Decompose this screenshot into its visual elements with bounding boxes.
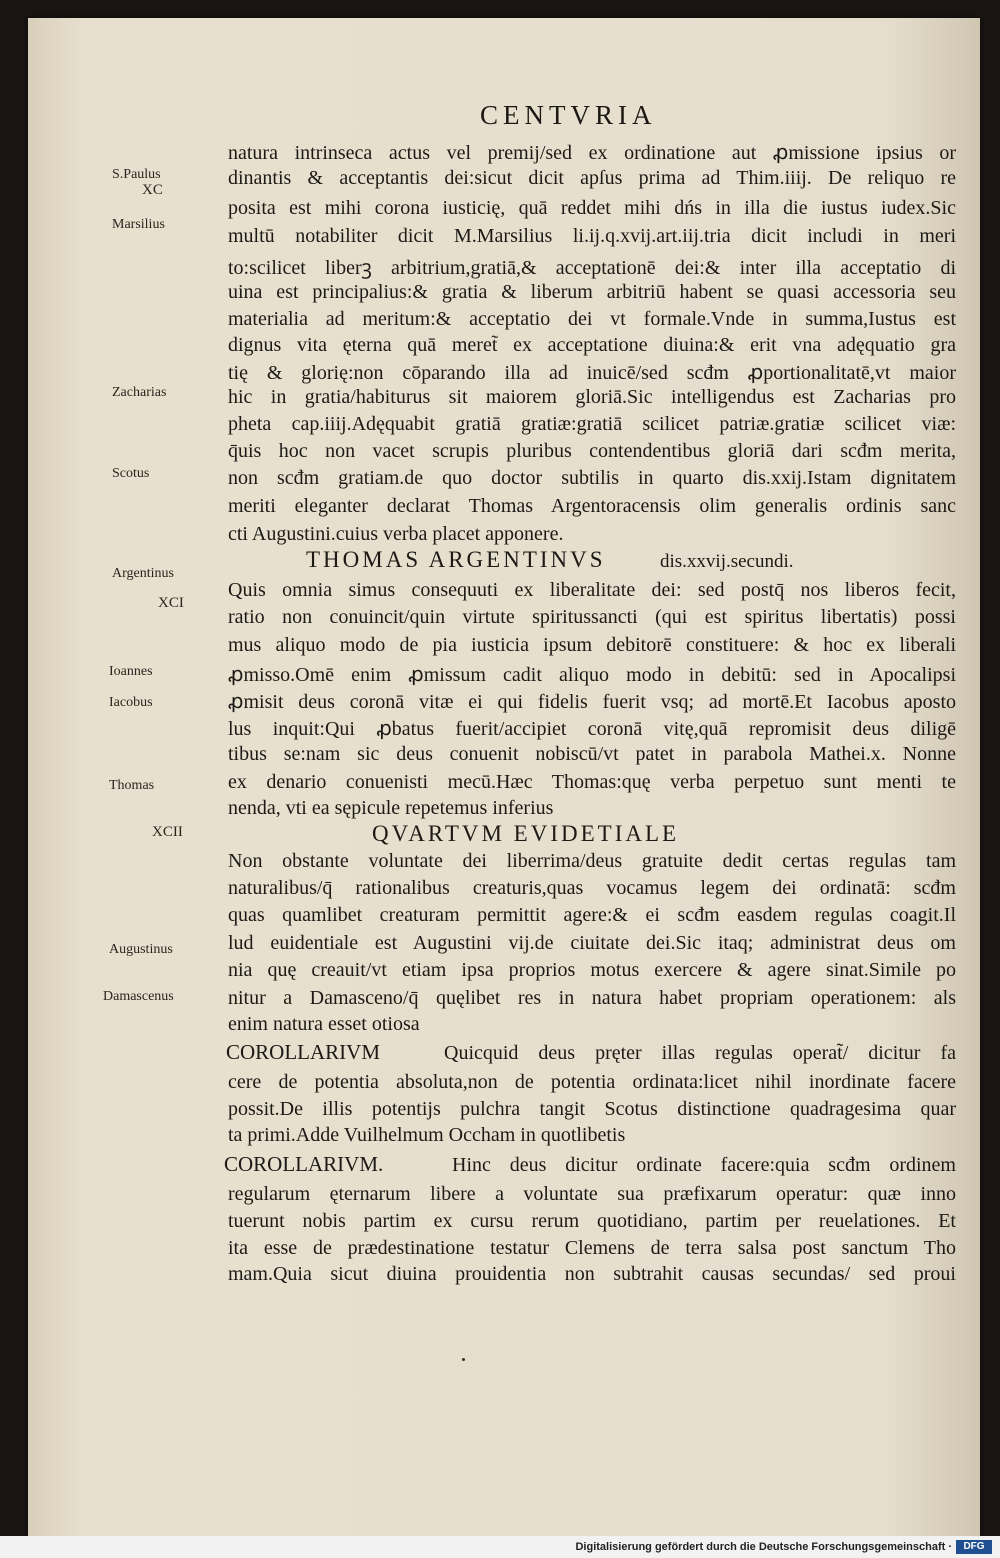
text-line: cti Augustini.cuius verba placet apponere. (228, 523, 564, 545)
text-line: ta primi.Adde Vuilhelmum Occham in quotlibetis (228, 1124, 626, 1146)
text-line: q̄uis hoc non vacet scrupis pluribus contendentibus gloriā dari scđm merita, (228, 440, 956, 462)
corollary-label: COROLLARIVM (226, 1040, 381, 1064)
text-line: nenda, vti ea sępicule repetemus inferius (228, 797, 554, 819)
text-line: Hinc deus dicitur ordinate facere:quia scđm ordinem (452, 1154, 956, 1176)
margin-note-zacharias: Zacharias (112, 385, 167, 400)
text-line: ratio non conuincit/quin virtute spiritussancti (qui est spiritus libertatis) possi (228, 606, 956, 628)
text-line: nitur a Damasceno/q̄ quęlibet res in natura habet propriam operationem: als (228, 987, 956, 1009)
margin-note-iacobus: Iacobus (109, 695, 153, 710)
text-line: uina est principalius:& gratia & liberum arbitriū habent se quasi accessoria seu (228, 281, 956, 303)
dfg-logo: DFG (956, 1540, 992, 1554)
margin-note-argentinus: Argentinus (112, 566, 174, 581)
text-line: dignus vita ęterna quā meret̃ ex acceptatione diuina:& erit vna adęquatio gra (228, 334, 956, 356)
text-line: posita est mihi corona iusticię, quā reddet mihi dńs in illa die iustus iudex.Sic (228, 197, 956, 219)
text-line: Quicquid deus pręter illas regulas operat̃/ dicitur fa (444, 1042, 956, 1064)
text-line: nia quę creauit/vt etiam ipsa proprios motus exercere & agere sinat.Simile po (228, 959, 956, 981)
text-line: materialia ad meritum:& acceptatio dei vt formale.Vnde in summa,Iustus est (228, 308, 956, 330)
text-line: Quis omnia simus consequuti ex liberalitate dei: sed postq̄ nos liberos fecit, (228, 579, 956, 601)
margin-note-numeral: XC (142, 182, 163, 198)
text-line: pheta cap.iiij.Adęquabit gratiā gratiæ:gratiā scilicet patriæ.gratiæ scilicet viæ: (228, 413, 956, 435)
heading-reference: dis.xxvij.secundi. (660, 551, 794, 572)
text-line: lus inquit:Qui ꝓbatus fuerit/accipiet coronā vitę,quā repromisit deus diligē (228, 718, 956, 740)
paper-speck (462, 1358, 465, 1361)
text-line: dinantis & acceptantis dei:sicut dicit apſus prima ad Thim.iiij. De reliquo re (228, 167, 956, 189)
text-line: regularum ęternarum libere a voluntate sua præfixarum operatur: quæ inno (228, 1183, 956, 1205)
footer-credit: Digitalisierung gefördert durch die Deutsche Forschungsgemeinschaft · (575, 1541, 952, 1553)
margin-note-ioannes: Ioannes (109, 664, 153, 679)
text-line: lud euidentiale est Augustini vij.de ciuitate dei.Sic itaq; administrat deus om (228, 932, 956, 954)
margin-note-scotus: Scotus (112, 466, 150, 481)
text-line: ꝓmisit deus coronā vitæ ei qui fidelis fuerit vsq; ad mortē.Et Iacobus aposto (228, 691, 956, 713)
text-line: non scđm gratiam.de quo doctor subtilis in quarto dis.xxij.Istam dignitatem (228, 467, 956, 489)
section-heading: QVARTVM EVIDETIALE (372, 821, 680, 846)
text-line: ex denario conuenisti mecū.Hæc Thomas:quę verba perpetuo sunt menti te (228, 771, 956, 793)
text-line: enim natura esset otiosa (228, 1013, 420, 1035)
text-line: tuerunt nobis partim ex cursu rerum quotidiano, partim per reuelationes. Et (228, 1210, 956, 1232)
running-title: CENTVRIA (480, 100, 657, 130)
text-line: naturalibus/q̄ rationalibus creaturis,quas vocamus legem dei ordinatā: scđm (228, 877, 956, 899)
text-line: Non obstante voluntate dei liberrima/deus gratuite dedit certas regulas tam (228, 850, 956, 872)
margin-note-numeral: XCI (158, 595, 184, 611)
text-line: ꝓmisso.Omē enim ꝓmissum cadit aliquo modo in debitū: sed in Apocalipsi (228, 664, 956, 686)
margin-note-marsilius: Marsilius (112, 217, 165, 232)
text-line: multū notabiliter dicit M.Marsilius li.ij.q.xvij.art.iij.tria dicit includi in meri (228, 225, 956, 247)
text-line: hic in gratia/habiturus sit maiorem gloriā.Sic intelligendus est Zacharias pro (228, 386, 956, 408)
text-line: ita esse de prædestinatione testatur Clemens de terra salsa post sanctum Tho (228, 1237, 956, 1259)
text-line: tię & glorię:non cōparando illa ad inuicē/sed scđm ꝓportionalitatē,vt maior (228, 362, 956, 384)
text-line: mam.Quia sicut diuina prouidentia non subtrahit causas secundas/ sed proui (228, 1263, 956, 1285)
margin-note-thomas: Thomas (109, 778, 155, 793)
margin-note-numeral: XCII (152, 824, 183, 840)
text-line: quas quamlibet creaturam permittit agere:& ei scđm easdem regulas coagit.Il (228, 904, 956, 926)
section-heading: THOMAS ARGENTINVS (306, 547, 606, 572)
text-line: meriti eleganter declarat Thomas Argentoracensis olim generalis ordinis sanc (228, 495, 956, 517)
corollary-label: COROLLARIVM. (224, 1152, 384, 1176)
margin-note-paulus: S.Paulus (112, 167, 161, 182)
text-line: possit.De illis potentijs pulchra tangit Scotus distinctione quadragesima quar (228, 1098, 956, 1120)
text-line: to:scilicet liberꝫ arbitrium,gratiā,& acceptationē dei:& inter illa acceptatio di (228, 257, 956, 279)
text-line: tibus se:nam sic deus conuenit nobiscū/vt patet in parabola Mathei.x. Nonne (228, 743, 956, 765)
text-line: natura intrinseca actus vel premij/sed ex ordinatione aut ꝓmissione ipsius or (228, 142, 956, 164)
margin-note-augustinus: Augustinus (109, 942, 173, 957)
text-line: mus aliquo modo de pia iusticia ipsum debitorē constituere: & hoc ex liberali (228, 634, 956, 656)
text-line: cere de potentia absoluta,non de potentia ordinata:licet nihil inordinate facere (228, 1071, 956, 1093)
margin-note-damascenus: Damascenus (103, 989, 174, 1004)
